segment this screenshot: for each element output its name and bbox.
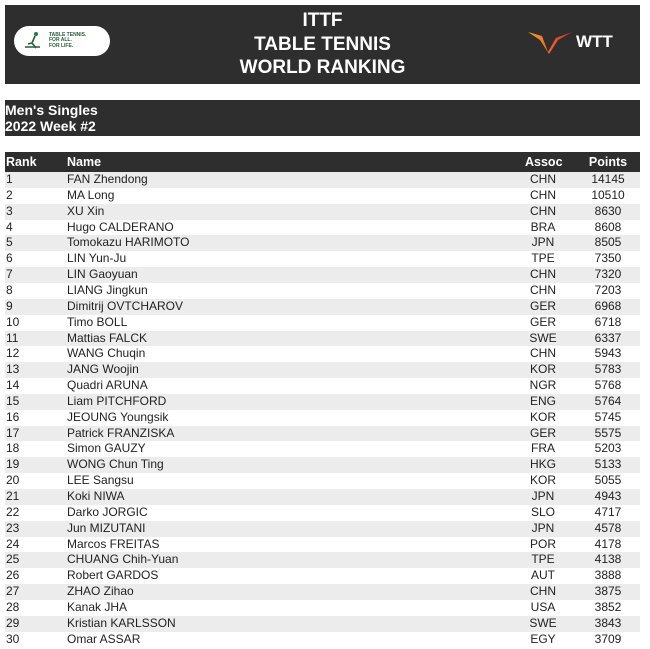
assoc-cell: CHN [530,282,556,297]
name-cell: Liam PITCHFORD [67,393,167,408]
points-cell: 3888 [594,568,622,583]
rank-cell: 13 [6,362,20,377]
rank-cell: 29 [6,615,20,630]
table-row [5,267,640,283]
assoc-cell: KOR [529,362,556,377]
rank-cell: 3 [6,203,13,218]
name-cell: Quadri ARUNA [67,378,148,393]
wtt-logo [528,30,613,54]
ranking-subheader [5,100,640,136]
assoc-cell: NGR [529,378,557,393]
assoc-cell: JPN [531,520,555,535]
points-cell: 5764 [594,393,622,408]
table-row [5,315,640,331]
table-row [5,394,640,410]
points-cell: 5203 [594,441,622,456]
assoc-cell: CHN [530,172,556,186]
points-cell: 14145 [591,172,625,186]
table-row [5,410,640,426]
assoc-cell: GER [529,314,556,329]
name-cell: XU Xin [67,203,105,218]
column-header-points: Points [588,155,628,169]
rank-cell: 27 [6,584,20,599]
points-cell: 5768 [594,378,622,393]
assoc-cell: KOR [529,409,556,424]
points-cell: 6968 [594,298,622,313]
column-header-name: Name [67,155,102,169]
points-cell: 7203 [594,282,622,297]
name-cell: Robert GARDOS [67,568,159,583]
name-cell: CHUANG Chih-Yuan [67,552,179,567]
assoc-cell: GER [529,425,556,440]
column-header-rank: Rank [6,155,37,169]
rank-cell: 10 [6,314,20,329]
assoc-cell: BRA [530,219,556,234]
assoc-cell: KOR [529,473,556,488]
points-cell: 5783 [594,362,622,377]
name-cell: LEE Sangsu [67,473,134,488]
points-cell: 5745 [594,409,622,424]
rank-cell: 14 [6,378,20,393]
assoc-cell: CHN [530,584,556,599]
wtt-logo-text: WTT [576,32,613,51]
rank-cell: 6 [6,251,13,266]
assoc-cell: CHN [530,203,556,218]
name-cell: Darko JORGIC [67,504,148,519]
points-cell: 4578 [594,520,622,535]
logo-text-line: TABLE TENNIS. [49,31,87,38]
table-row [5,172,640,188]
points-cell: 7350 [594,251,622,266]
table-row [5,632,640,648]
table-row [5,299,640,315]
name-cell: LIN Gaoyuan [67,267,138,282]
name-cell: WANG Chuqin [67,346,146,361]
points-cell: 3852 [594,599,622,614]
table-row [5,521,640,537]
assoc-cell: CHN [530,267,556,282]
points-cell: 7320 [594,267,622,282]
points-cell: 4717 [594,504,622,519]
name-cell: Koki NIWA [67,489,125,503]
rank-cell: 19 [6,457,20,472]
table-row [5,457,640,473]
table-row [5,346,640,362]
logo-text-line: FOR ALL. [49,37,72,44]
assoc-cell: JPN [531,489,555,503]
assoc-cell: ENG [529,393,556,408]
name-cell: Jun MIZUTANI [67,520,146,535]
points-cell: 5055 [594,473,622,488]
table-row [5,204,640,220]
table-row [5,331,640,347]
name-cell: Kristian KARLSSON [67,615,176,630]
header-banner [5,5,640,84]
table-row [5,616,640,632]
points-cell: 8608 [594,219,622,234]
rank-cell: 30 [6,631,20,646]
rank-cell: 16 [6,409,20,424]
table-row [5,362,640,378]
points-cell: 4138 [594,552,622,567]
points-cell: 3875 [594,584,622,599]
assoc-cell: HKG [529,457,556,472]
assoc-cell: TPE [531,552,555,567]
wtt-wing-icon [528,30,572,54]
points-cell: 6718 [594,314,622,329]
assoc-cell: AUT [531,568,555,583]
name-cell: FAN Zhendong [67,172,148,186]
name-cell: ZHAO Zihao [67,584,134,599]
assoc-cell: SLO [530,504,555,519]
name-cell: Hugo CALDERANO [67,219,174,234]
title-line: ITTF [302,10,343,31]
name-cell: Patrick FRANZISKA [67,425,175,440]
rank-cell: 25 [6,552,20,567]
assoc-cell: FRA [531,441,555,456]
table-row [5,235,640,251]
table-row [5,378,640,394]
table-row [5,568,640,584]
points-cell: 6337 [594,330,622,345]
name-cell: Tomokazu HARIMOTO [67,235,190,250]
week-label: 2022 Week #2 [5,118,96,134]
table-row [5,220,640,236]
table-row [5,505,640,521]
name-cell: Mattias FALCK [67,330,148,345]
name-cell: LIN Yun-Ju [67,251,127,266]
points-cell: 4943 [594,489,622,503]
logo-text-line: FOR LIFE. [49,42,74,49]
points-cell: 3709 [594,631,622,646]
name-cell: MA Long [67,187,115,202]
assoc-cell: SWE [529,330,557,345]
rank-cell: 17 [6,425,20,440]
rank-cell: 26 [6,568,20,583]
rank-cell: 11 [6,330,19,345]
name-cell: Marcos FREITAS [67,536,160,551]
name-cell: LIANG Jingkun [67,282,148,297]
points-cell: 10510 [591,187,625,202]
assoc-cell: CHN [530,346,556,361]
rank-cell: 20 [6,473,20,488]
table-row [5,426,640,442]
rank-cell: 4 [6,219,13,234]
assoc-cell: TPE [531,251,555,266]
table-row [5,188,640,204]
assoc-cell: SWE [529,615,557,630]
name-cell: Timo BOLL [67,314,128,329]
name-cell: Dimitrij OVTCHAROV [67,298,183,313]
rank-cell: 8 [6,282,13,297]
points-cell: 5133 [594,457,622,472]
table-header [5,152,640,172]
points-cell: 8505 [594,235,622,250]
points-cell: 8630 [594,203,622,218]
name-cell: JANG Woojin [67,362,139,377]
rank-cell: 12 [6,346,20,361]
assoc-cell: GER [529,298,556,313]
rank-cell: 18 [6,441,20,456]
rank-cell: 24 [6,536,20,551]
table-row [5,251,640,267]
table-row [5,537,640,553]
table-row [5,283,640,299]
points-cell: 3843 [594,615,622,630]
title-line: TABLE TENNIS [254,33,391,55]
table-row [5,441,640,457]
rank-cell: 23 [6,520,20,535]
points-cell: 4178 [594,536,622,551]
table-row [5,584,640,600]
table-row [5,600,640,616]
assoc-cell: CHN [530,187,556,202]
assoc-cell: EGY [530,631,556,646]
assoc-cell: JPN [531,235,555,250]
category-label: Men's Singles [5,102,98,118]
name-cell: Kanak JHA [67,599,128,614]
name-cell: WONG Chun Ting [67,457,164,472]
rank-cell: 5 [6,235,13,250]
table-row [5,473,640,489]
title-line: WORLD RANKING [239,57,406,78]
rank-cell: 9 [6,298,13,313]
rank-cell: 15 [6,393,20,408]
rank-cell: 1 [6,172,13,186]
column-header-assoc: Assoc [525,155,563,169]
name-cell: Simon GAUZY [67,441,146,456]
rank-cell: 28 [6,599,20,614]
points-cell: 5575 [594,425,622,440]
name-cell: JEOUNG Youngsik [67,409,169,424]
table-row [5,489,640,505]
rank-cell: 22 [6,504,20,519]
rank-cell: 21 [6,489,20,503]
name-cell: Omar ASSAR [67,631,141,646]
points-cell: 5943 [594,346,622,361]
rank-cell: 2 [6,187,13,202]
assoc-cell: POR [529,536,556,551]
rank-cell: 7 [6,267,13,282]
assoc-cell: USA [530,599,556,614]
table-row [5,552,640,568]
